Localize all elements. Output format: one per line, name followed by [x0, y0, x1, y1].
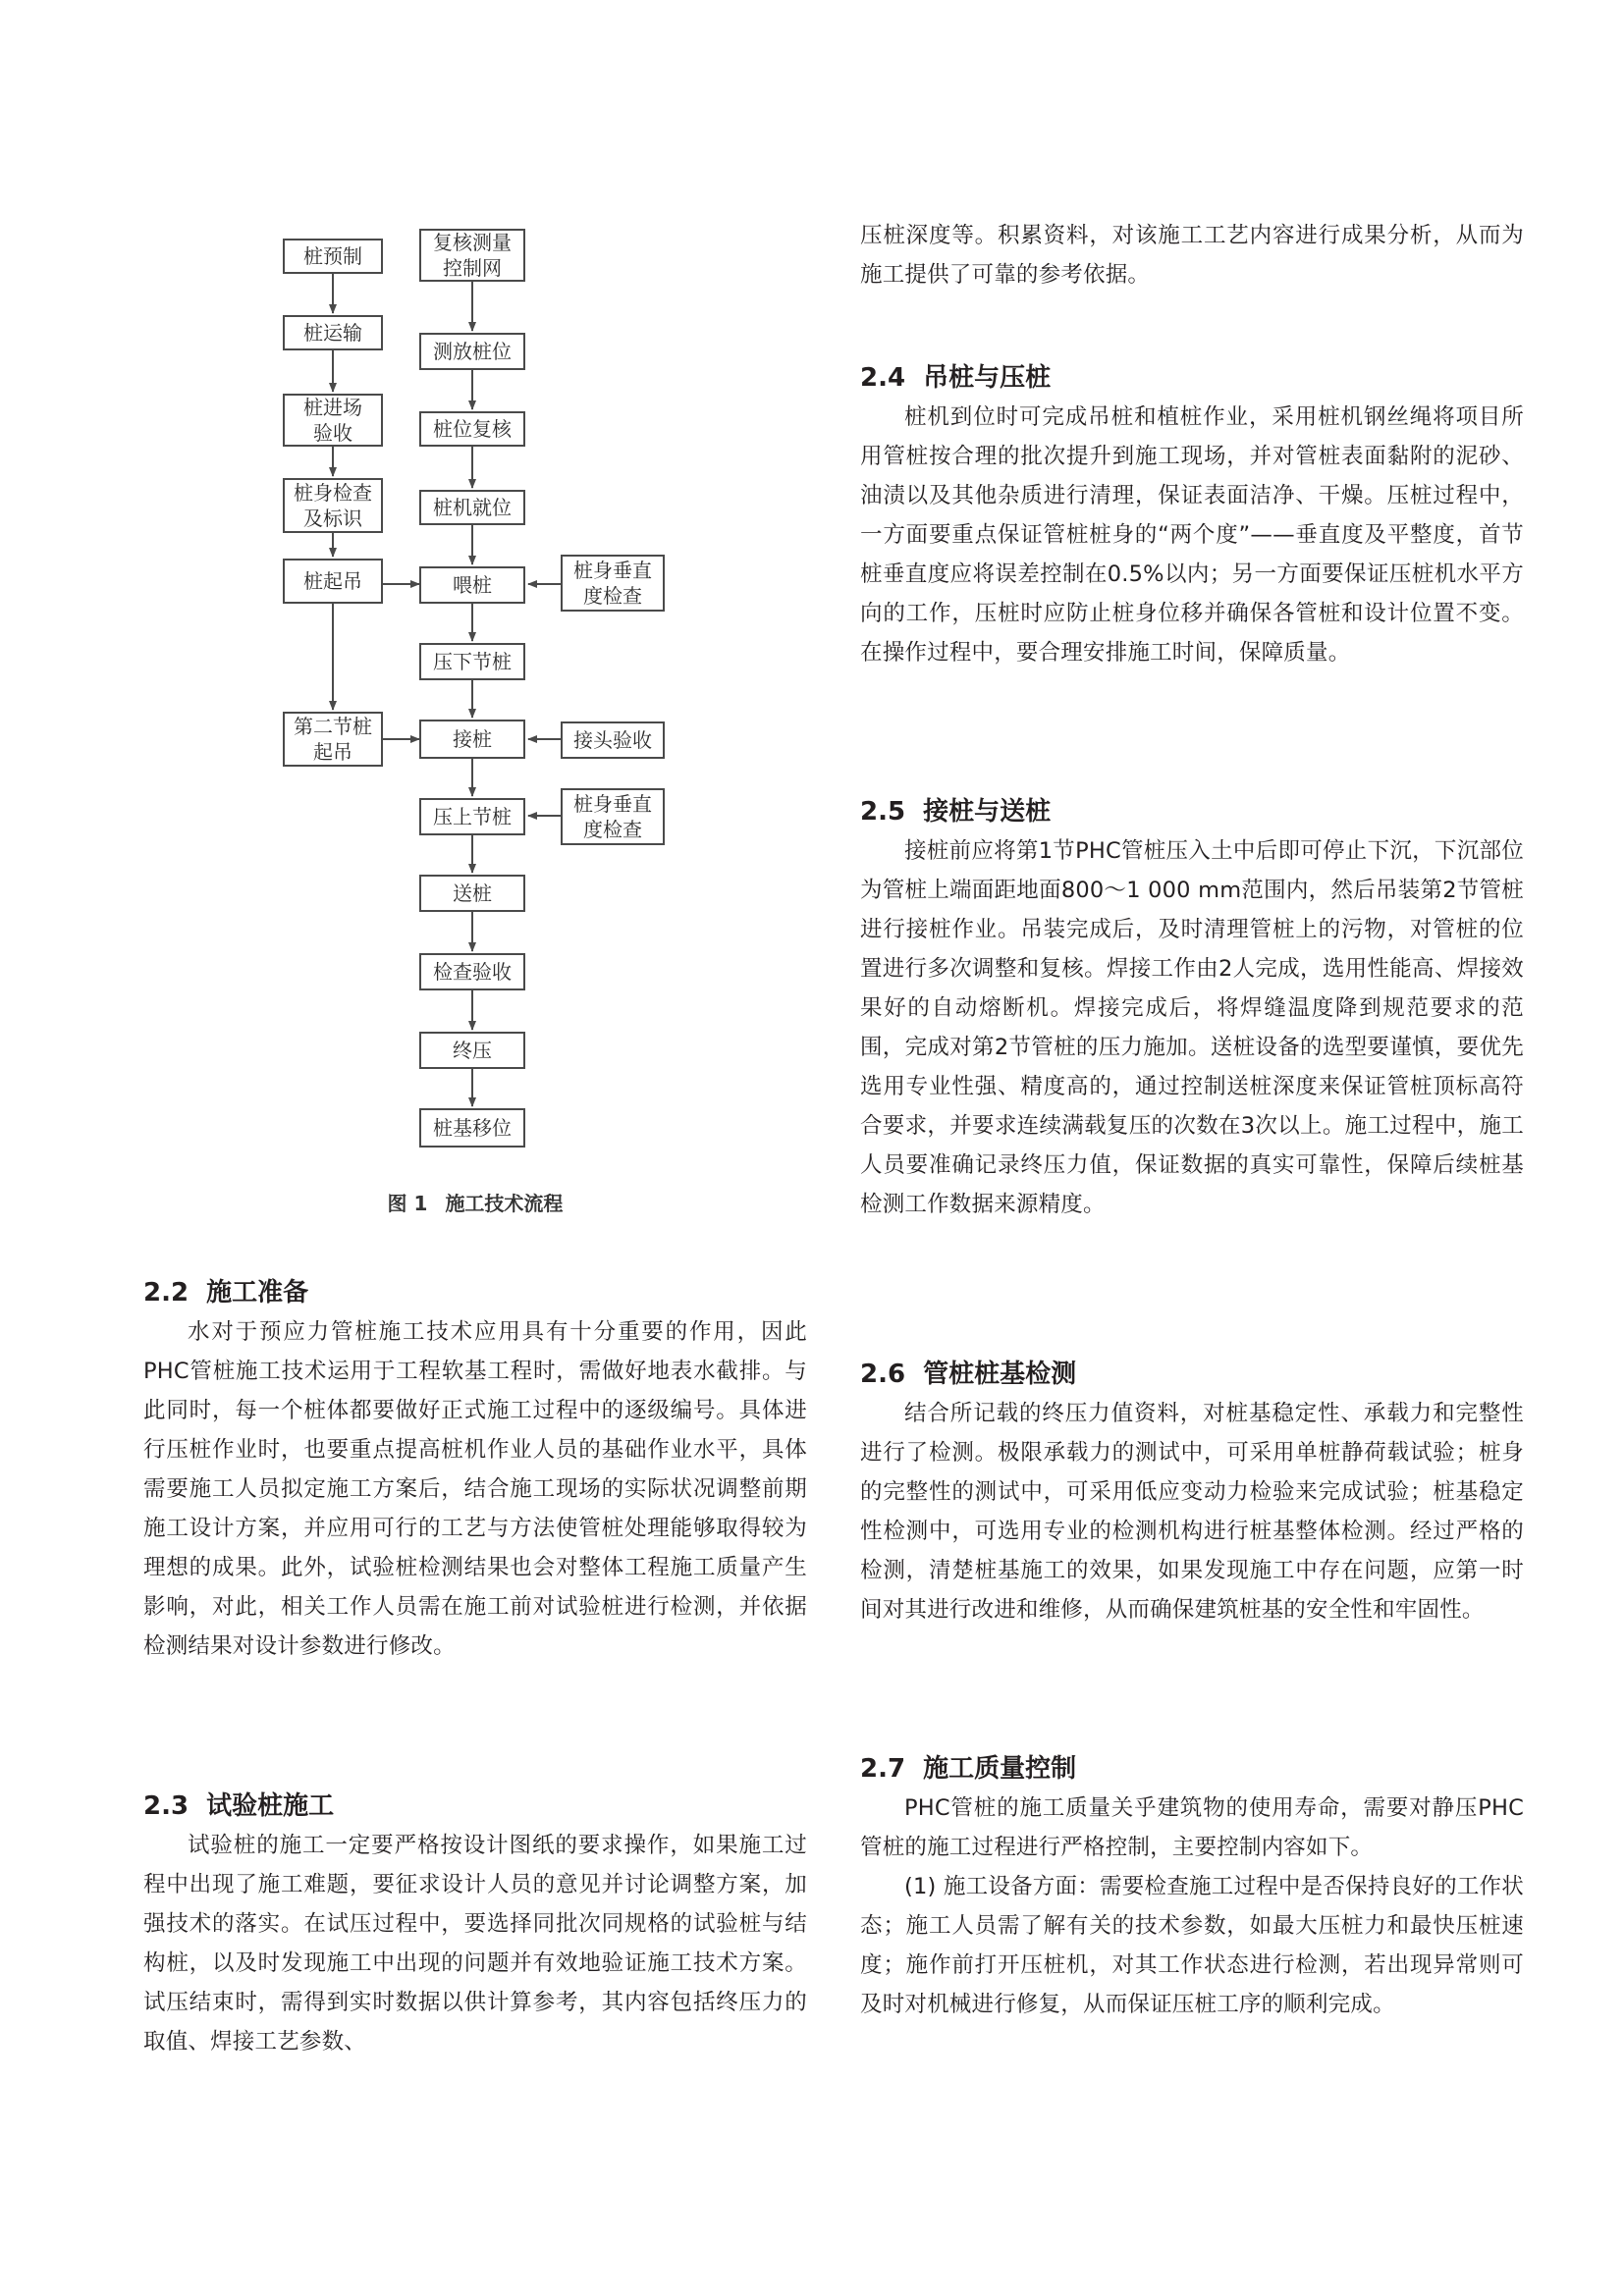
- section-2-5: [860, 792, 1524, 1224]
- paragraph: 试验桩的施工一定要严格按设计图纸的要求操作，如果施工过程中出现了施工难题，要征求设计人员的意见并讨论调整方案，加强技术的落实。在试压过程中，要选择同批次同规格的试验桩与结构桩，以及时发现施工中出现的问题并有效地验证施工技术方案。试压结束时，需得到实时数据以供计算参考，其内容包括终压力的取值、焊接工艺参数、: [143, 1833, 807, 2055]
- paragraph: 水对于预应力管桩施工技术应用具有十分重要的作用，因此PHC管桩施工技术运用于工程软基工程时，需做好地表水截排。与此同时，每一个桩体都要做好正式施工过程中的逐级编号。具体进行压桩作业时，也要重点提高桩机作业人员的基础作业水平，具体需要施工人员拟定施工方案后，结合施工现场的实际状况调整前期施工设计方案，并应用可行的工艺与方法使管桩处理能够取得较为理想的成果。此外，试验桩检测结果也会对整体工程施工质量产生影响，对此，相关工作人员需在施工前对试验桩进行检测，并依据检测结果对设计参数进行修改。: [143, 1319, 807, 1659]
- section-title: 施工准备: [206, 1278, 309, 1308]
- section-number: 2.6: [860, 1360, 906, 1389]
- section-heading: [143, 1273, 807, 1312]
- section-heading: [860, 1749, 1524, 1789]
- flow-node-verticality-check-1: 桩身垂直 度检查: [561, 555, 665, 612]
- section-title: 吊桩与压桩: [923, 363, 1052, 393]
- flow-node-pile-prefab: 桩预制: [283, 239, 383, 274]
- section-number: 2.2: [143, 1278, 189, 1308]
- section-number: 2.7: [860, 1754, 906, 1784]
- flow-node-joint-acceptance: 接头验收: [561, 721, 665, 759]
- paragraph: 接桩前应将第1节PHC管桩压入土中后即可停止下沉，下沉部位为管桩上端面距地面800～1 000 mm范围内，然后吊装第2节管桩进行接桩作业。吊装完成后，及时清理管桩上的污物，对管桩的位置进行多次调整和复核。焊接工作由2人完成，选用性能高、焊接效果好的自动熔断机。焊接完成后，将焊缝温度降到规范要求的范围，完成对第2节管桩的压力施加。送桩设备的选型要谨慎，要优先选用专业性强、精度高的，通过控制送桩深度来保证管桩顶标高符合要求，并要求连续满载复压的次数在3次以上。施工过程中，施工人员要准确记录终压力值，保证数据的真实可靠性，保障后续桩基检测工作数据来源精度。: [860, 838, 1524, 1217]
- flow-node-joint: 接桩: [419, 720, 525, 759]
- section-title: 施工质量控制: [923, 1754, 1077, 1784]
- section-2-3-continued: [860, 216, 1524, 294]
- flow-node-verticality-check-2: 桩身垂直 度检查: [561, 788, 665, 845]
- flow-node-press-lower: 压下节桩: [419, 643, 525, 680]
- flow-node-second-pile-lifting: 第二节桩 起吊: [283, 712, 383, 767]
- flow-node-pile-transport: 桩运输: [283, 315, 383, 350]
- flow-node-stake-out: 测放桩位: [419, 333, 525, 370]
- flow-node-driving: 送桩: [419, 875, 525, 912]
- section-heading: [860, 1355, 1524, 1394]
- section-number: 2.4: [860, 363, 906, 393]
- flow-node-pile-inspection: 桩身检查 及标识: [283, 478, 383, 533]
- section-2-6: [860, 1355, 1524, 1629]
- left-column: [143, 206, 807, 2055]
- section-heading: [860, 792, 1524, 831]
- paragraph: 桩机到位时可完成吊桩和植桩作业，采用桩机钢丝绳将项目所用管桩按合理的批次提升到施工现场，并对管桩表面黏附的泥砂、油渍以及其他杂质进行清理，保证表面洁净、干燥。压桩过程中，一方面要重点保证管桩桩身的“两个度”——垂直度及平整度，首节桩垂直度应将误差控制在0.5%以内；另一方面要保证压桩机水平方向的工作，压桩时应防止桩身位移并确保各管桩和设计位置不变。在操作过程中，要合理安排施工时间，保障质量。: [860, 404, 1524, 666]
- figure-number: 图 1: [387, 1192, 428, 1215]
- section-heading: [860, 358, 1524, 398]
- figure-caption: [143, 1188, 807, 1216]
- flow-node-inspection-acceptance: 检查验收: [419, 953, 525, 990]
- flow-node-press-upper: 压上节桩: [419, 798, 525, 835]
- flow-node-position-check: 桩位复核: [419, 411, 525, 447]
- section-2-4: [860, 358, 1524, 672]
- section-title: 管桩桩基检测: [923, 1360, 1077, 1389]
- list-item: (1) 施工设备方面：需要检查施工过程中是否保持良好的工作状态；施工人员需了解有关的技术参数，如最大压桩力和最快压桩速度；施作前打开压桩机，对其工作状态进行检测，若出现异常则可及时对机械进行修复，从而保证压桩工序的顺利完成。: [860, 1874, 1524, 2017]
- flow-node-machine-in-place: 桩机就位: [419, 490, 525, 525]
- section-2-3: [143, 1787, 807, 2061]
- section-title: 试验桩施工: [206, 1791, 335, 1821]
- flow-node-feeding: 喂桩: [419, 566, 525, 604]
- flow-node-pile-lifting: 桩起吊: [283, 559, 383, 604]
- figure-title: 施工技术流程: [445, 1192, 564, 1215]
- paragraph: PHC管桩的施工质量关乎建筑物的使用寿命，需要对静压PHC管桩的施工过程进行严格控制，主要控制内容如下。: [860, 1795, 1524, 1860]
- paragraph: 压桩深度等。积累资料，对该施工工艺内容进行成果分析，从而为施工提供了可靠的参考依据。: [860, 223, 1524, 288]
- flow-node-pile-acceptance: 桩进场 验收: [283, 394, 383, 447]
- section-2-2: [143, 1273, 807, 1666]
- section-number: 2.5: [860, 797, 906, 827]
- flow-node-relocate: 桩基移位: [419, 1108, 525, 1148]
- section-2-7: [860, 1749, 1524, 2024]
- section-heading: [143, 1787, 807, 1826]
- flow-node-final-press: 终压: [419, 1032, 525, 1069]
- paragraph: 结合所记载的终压力值资料，对桩基稳定性、承载力和完整性进行了检测。极限承载力的测试中，可采用单桩静荷载试验；桩身的完整性的测试中，可采用低应变动力检验来完成试验；桩基稳定性检测中，可选用专业的检测机构进行桩基整体检测。经过严格的检测，清楚桩基施工的效果，如果发现施工中存在问题，应第一时间对其进行改进和维修，从而确保建筑桩基的安全性和牢固性。: [860, 1401, 1524, 1623]
- flowchart: [143, 206, 807, 1237]
- section-number: 2.3: [143, 1791, 189, 1821]
- flow-node-control-network: 复核测量 控制网: [419, 229, 525, 282]
- section-title: 接桩与送桩: [923, 797, 1052, 827]
